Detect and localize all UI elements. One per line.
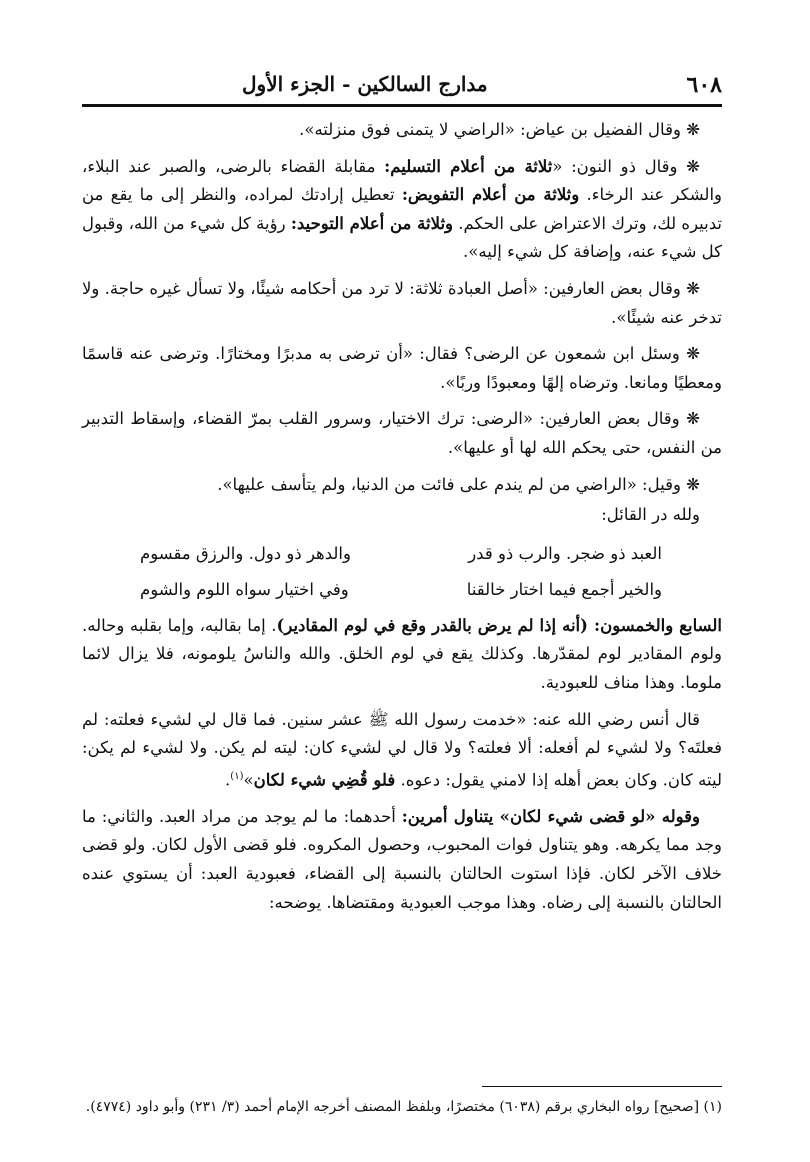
paragraph-ibn-shamun: ❋ وسئل ابن شمعون عن الرضى؟ فقال: «أن ترضى به مدبرًا ومختارًا. وترضى عنه قاسمًا ومعطيًا ومانعا. وترضاه إلهًا ومعبودًا وربًا».	[82, 344, 722, 392]
page-number: ٦٠٨	[686, 72, 722, 98]
text-run-bold: وثلاثة من أعلام التوحيد:	[290, 213, 454, 233]
page-header	[82, 66, 722, 108]
running-title: مدارج السالكين - الجزء الأول	[242, 72, 488, 96]
paragraph-dhu-alnun	[82, 153, 722, 267]
verse-line	[82, 572, 722, 608]
section-heading: السابع والخمسون: (أنه إذا لم يرض بالقدر وقع في لوم المقادير)	[276, 615, 722, 635]
paragraph-arifin-2: ❋ وقال بعض العارفين: «الرضى: ترك الاختيار، وسرور القلب بمرّ القضاء، وإسقاط التدبير من النفس، حتى يحكم الله لها أو عليها».	[82, 409, 722, 457]
text-run: . إما بقالبه، وإما بقلبه وحاله. ولوم المقادير لوم لمقدّرها. وكذلك يقع في لوم الخلق. والله والناسُ يلومونه، فلا يزال لائما ملوما. وهذا مناف للعبودية.	[82, 615, 722, 692]
verse-hemistich-right: العبد ذو ضجر. والرب ذو قدر	[468, 543, 662, 563]
text-run-bold: فلو قُضِي شيء لكان	[253, 770, 396, 790]
footnote: (١) [صحيح] رواه البخاري برقم (٦٠٣٨) مختصرًا، وبلفظ المصنف أخرجه الإمام أحمد (٣/ ٢٣١) وأبو داود (٤٧٧٤).	[85, 1099, 722, 1115]
poem	[82, 536, 722, 608]
paragraph-poet-intro: ولله در القائل:	[601, 505, 700, 525]
paragraph-fudayl: ❋ وقال الفضيل بن عياض: «الراضي لا يتمنى فوق منزلته».	[299, 120, 700, 139]
verse-hemistich-left: والدهر ذو دول. والرزق مقسوم	[140, 543, 351, 563]
text-run: أحدهما: ما لم يوجد من مراد العبد. والثاني: ما وجد مما يكرهه. وهو يتناول فوات المحبوب، وحصول المكروه. فلو قضى الأول لكان. ولو قضى خلاف الآخر لكان. فإذا استوت الحالتان بالنسبة إلى القضاء، فعبودية العبد: أن يستوي عنده الحالتان بالنسبة إلى رضاه. وهذا موجب العبودية ومقتضاها. يوضحه:	[82, 806, 722, 912]
text-run-bold: ثلاثة من أعلام التسليم:	[384, 156, 553, 176]
paragraph-anas	[82, 706, 722, 795]
paragraph-section-57	[82, 612, 722, 698]
text-run: قال أنس رضي الله عنه: «خدمت رسول الله ﷺ عشر سنين. فما قال لي لشيء فعلته: لم فعلتَه؟ ولا لشيء لم أفعله: ألا فعلته؟ ولا قال لي لشيء كان: ليته لم يكن. ولا لشيء لم يكن: ليته كان. وكان بعض أهله إذا لامني يقول: دعوه.	[82, 709, 722, 790]
text-run: مقابلة القضاء بالرضى، والصبر عند البلاء، والشكر عند الرخاء.	[82, 156, 722, 205]
verse-hemistich-right: والخير أجمع فيما اختار خالقنا	[466, 579, 662, 599]
text-run-bold: وقوله «لو قضى شيء لكان» يتناول أمرين:	[401, 806, 700, 826]
text-run: ❋ وقال ذو النون: «	[552, 156, 700, 176]
text-run-bold: وثلاثة من أعلام التفويض:	[401, 185, 580, 205]
page-body	[82, 116, 722, 925]
book-page	[82, 66, 722, 1126]
paragraph-qila: ❋ وقيل: «الراضي من لم يندم على فائت من الدنيا، ولم يتأسف عليها».	[217, 474, 700, 494]
text-run: .	[225, 770, 231, 790]
text-run: »	[243, 770, 254, 790]
footnote-marker: (١)	[230, 770, 244, 782]
verse-line	[82, 536, 722, 572]
verse-hemistich-left: وفي اختيار سواه اللوم والشوم	[140, 579, 349, 599]
text-run: رؤية كل شيء من الله، وقبول كل شيء عنه، وإضافة كل شيء إليه».	[82, 213, 722, 262]
paragraph-arifin-1: ❋ وقال بعض العارفين: «أصل العبادة ثلاثة: لا ترد من أحكامه شيئًا، ولا تسأل غيره حاجة. ولا تدخر عنه شيئًا».	[82, 278, 722, 327]
text-run: تعطيل إرادتك لمراده، والنظر إلى ما يقع من تدبيره لك، وترك الاعتراض على الحكم.	[82, 185, 723, 233]
footnote-separator	[482, 1086, 722, 1087]
paragraph-qawluhu	[82, 803, 722, 917]
header-rule	[82, 104, 722, 107]
